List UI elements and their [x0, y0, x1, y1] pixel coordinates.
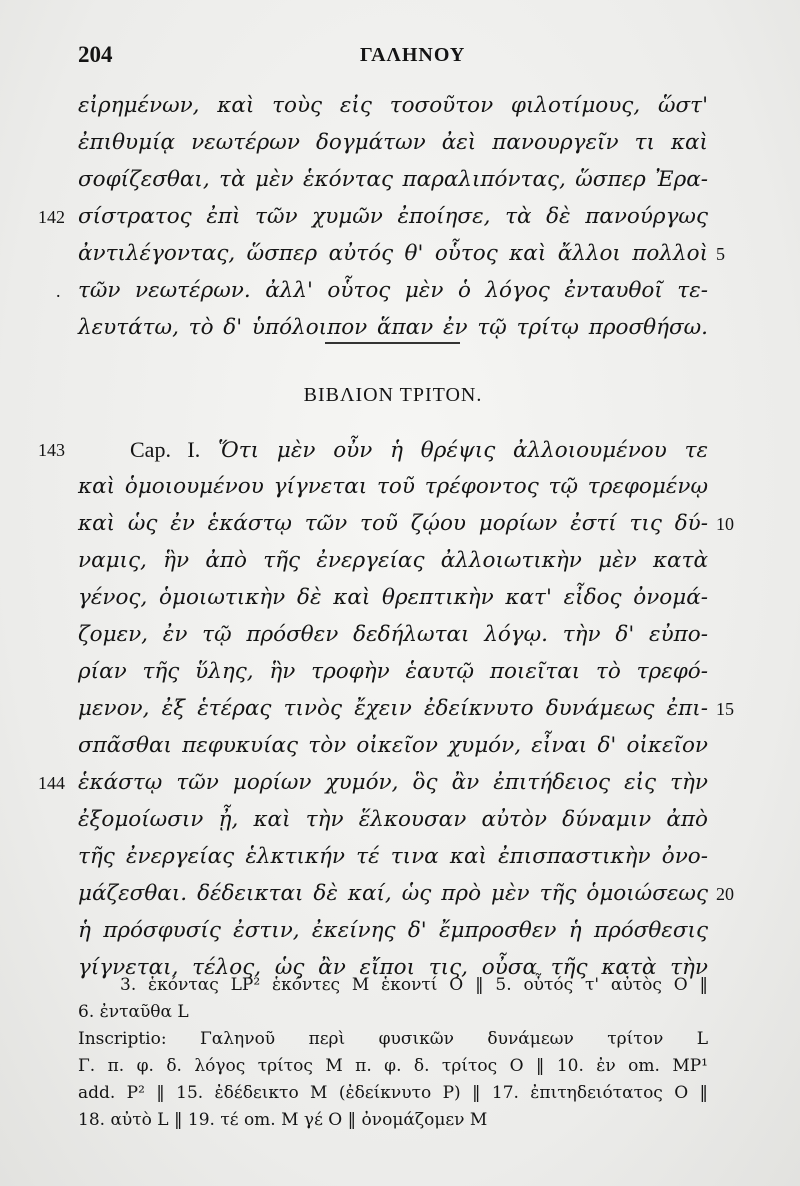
text-line: ζομεν, ἐν τῷ πρόσθεν δεδήλωται λόγῳ. τὴν δ' εὐπο-: [78, 622, 708, 647]
note-line: Γ. π. φ. δ. λόγος τρίτος M π. φ. δ. τρίτος O ‖ 10. ἐν om. MP¹: [78, 1056, 708, 1076]
text-line: ἐξομοίωσιν ᾖ, καὶ τὴν ἕλκουσαν αὐτὸν δύναμιν ἀπὸ: [78, 807, 708, 832]
running-title: ΓΑΛΗΝΟΥ: [360, 44, 466, 66]
text-line: μάζεσθαι. δέδεικται δὲ καί, ὡς πρὸ μὲν τῆς ὁμοιώσεως: [78, 881, 708, 906]
text-line: ἀντιλέγοντας, ὥσπερ αὐτός θ' οὗτος καὶ ἄλλοι πολλοὶ: [78, 241, 708, 266]
margin-number-144: 144: [38, 773, 65, 793]
chapter-label: Cap. I.: [130, 437, 201, 462]
text-line: λευτάτω, τὸ δ' ὑπόλοιπον ἅπαν ἐν τῷ τρίτῳ προσθήσω.: [78, 315, 708, 340]
page-header: [78, 42, 708, 82]
text-line: ναμις, ἣν ἀπὸ τῆς ἐνεργείας ἀλλοιωτικὴν μὲν κατὰ: [78, 548, 708, 573]
line-number-5: 5: [716, 244, 725, 264]
page-number: 204: [78, 42, 113, 67]
note-line: 3. ἑκόντας LP² ἑκόντες M ἑκοντί O ‖ 5. οὗτός τ' αὐτὸς O ‖: [120, 975, 708, 995]
text-line: εἰρημένων, καὶ τοὺς εἰς τοσοῦτον φιλοτίμους, ὥστ': [78, 93, 708, 118]
margin-number-143: 143: [38, 440, 65, 460]
text-line: γένος, ὁμοιωτικὴν δὲ καὶ θρεπτικὴν κατ' εἶδος ὀνομά-: [78, 585, 708, 610]
note-line: add. P² ‖ 15. ἐδέδεικτο M (ἐδείκνυτο P) ‖ 17. ἐπιτηδειότατος O ‖: [78, 1083, 708, 1103]
section-rule: [325, 342, 460, 344]
book-title: ΒΙΒΛΙΟΝ ΤΡΙΤΟΝ.: [303, 384, 483, 406]
text-line: ρίαν τῆς ὕλης, ἣν τροφὴν ἑαυτῷ ποιεῖται τὸ τρεφό-: [78, 659, 708, 684]
text-line: σοφίζεσθαι, τὰ μὲν ἑκόντας παραλιπόντας, ὥσπερ Ἐρα-: [78, 167, 708, 192]
note-line: Inscriptio: Γαληνοῦ περὶ φυσικῶν δυνάμεων τρίτον L: [78, 1029, 708, 1049]
text-line: καὶ ὁμοιουμένου γίγνεται τοῦ τρέφοντος τῷ τρεφομένῳ: [78, 474, 708, 499]
chapter-first-line: [130, 432, 708, 468]
text-line: γίγνεται, τέλος, ὡς ἂν εἴποι τις, οὖσα τῆς κατὰ τὴν: [78, 955, 708, 980]
margin-number-142: 142: [38, 207, 65, 227]
line-number-10: 10: [716, 514, 734, 534]
chapter-first-text: Ὅτι μὲν οὖν ἡ θρέψις ἀλλοιουμένου τε: [218, 438, 708, 463]
line-number-20: 20: [716, 884, 734, 904]
text-line: τῶν νεωτέρων. ἀλλ' οὗτος μὲν ὁ λόγος ἐνταυθοῖ τε-: [78, 278, 708, 303]
note-line: 6. ἐνταῦθα L: [78, 1002, 189, 1022]
line-number-15: 15: [716, 699, 734, 719]
text-line: καὶ ὡς ἐν ἑκάστῳ τῶν τοῦ ζῴου μορίων ἐστί τις δύ-: [78, 511, 708, 536]
note-line: 18. αὐτὸ L ‖ 19. τέ om. M γέ O ‖ ὀνομάζομεν M: [78, 1110, 488, 1130]
text-line: ἐπιθυμίᾳ νεωτέρων δογμάτων ἀεὶ πανουργεῖν τι καὶ: [78, 130, 708, 155]
margin-dot: .: [56, 281, 61, 301]
text-line: σίστρατος ἐπὶ τῶν χυμῶν ἐποίησε, τὰ δὲ πανούργως: [78, 204, 708, 229]
text-line: τῆς ἐνεργείας ἑλκτικήν τέ τινα καὶ ἐπισπαστικὴν ὀνο-: [78, 844, 708, 869]
text-line: μενον, ἐξ ἑτέρας τινὸς ἔχειν ἐδείκνυτο δυνάμεως ἐπι-: [78, 696, 708, 721]
text-line: ἡ πρόσφυσίς ἐστιν, ἐκείνης δ' ἔμπροσθεν ἡ πρόσθεσις: [78, 918, 708, 943]
text-line: ἑκάστῳ τῶν μορίων χυμόν, ὃς ἂν ἐπιτήδειος εἰς τὴν: [78, 770, 708, 795]
text-line: σπᾶσθαι πεφυκυίας τὸν οἰκεῖον χυμόν, εἶναι δ' οἰκεῖον: [78, 733, 708, 758]
